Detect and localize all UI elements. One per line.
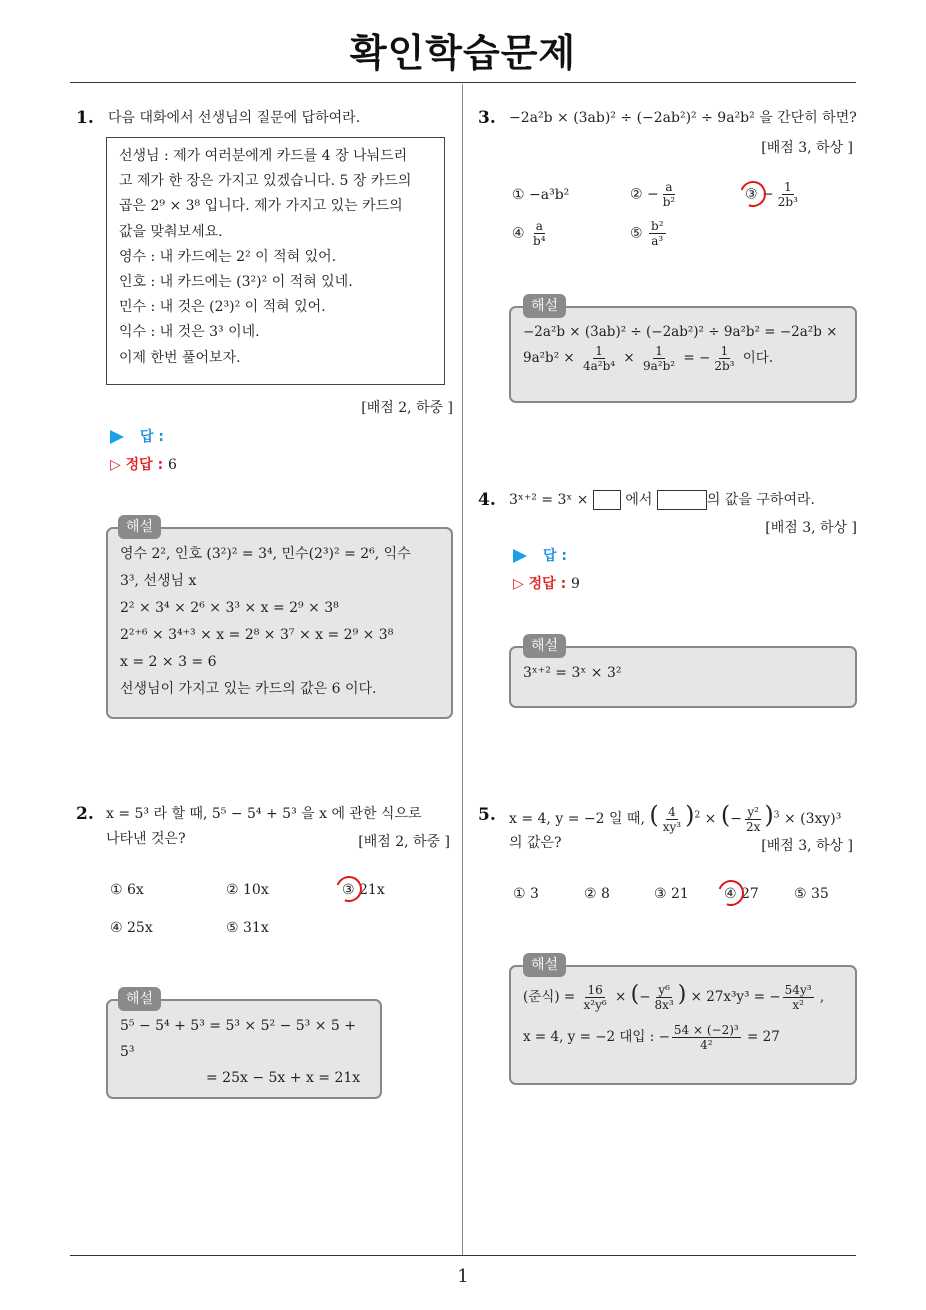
solution-line	[523, 344, 843, 373]
question-4-correct-row	[513, 573, 580, 593]
question-1-meta: [배점 2, 하중 ]	[361, 400, 453, 416]
solution-text: ×	[623, 350, 635, 366]
page-title: 확인학습문제	[349, 31, 577, 75]
solution-text: x = 4, y = −2 대입 : −	[523, 1029, 670, 1045]
solution-fraction	[653, 983, 676, 1012]
option-sign: −	[762, 186, 774, 203]
solution-tag: 해설	[118, 987, 161, 1011]
question-5-solution-box	[509, 965, 857, 1085]
solution-line: 영수 2², 인호 (3²)² = 3⁴, 민수(2³)² = 2⁶, 익수	[120, 546, 411, 562]
fraction-denominator: 4²	[700, 1038, 713, 1052]
fraction-denominator: 2x	[745, 819, 761, 834]
dialog-line: 선생님 : 제가 여러분에게 카드를 4 장 나눠드리	[119, 148, 408, 164]
question-5-text-line2: 의 값은?	[509, 835, 562, 851]
selected-circle-mark	[714, 876, 749, 911]
question-4-meta: [배점 3, 하상 ]	[765, 520, 857, 536]
fraction-numerator: 54y³	[784, 983, 812, 997]
question-3-option-2[interactable]	[630, 180, 679, 209]
fraction-denominator: 4a²b⁴	[583, 359, 616, 373]
paren-close: )	[677, 982, 687, 1007]
play-arrow-icon	[513, 549, 527, 563]
solution-text: ,	[819, 989, 825, 1005]
paren-open: (	[720, 801, 731, 829]
question-fraction	[661, 805, 683, 834]
fraction-numerator: 16	[587, 983, 603, 997]
question-1-text: 다음 대화에서 선생님의 질문에 답하여라.	[108, 110, 361, 126]
fraction-numerator: y⁶	[658, 983, 670, 997]
question-5-text: x = 4, y = −2 일 때, ( $\frac{4}{\text{xy³}}$ )$^2$ × (− $\frac{\text{y²}}{2x}$ )$^3$ × (3xy)³	[509, 801, 842, 834]
answer-blank-box[interactable]	[593, 490, 621, 510]
correct-label: ▷ 정답 :	[110, 457, 164, 473]
header-rule	[70, 82, 856, 83]
correct-value: 9	[571, 576, 580, 592]
solution-line: x = 2 × 3 = 6	[120, 654, 217, 670]
question-2-option-2[interactable]: ② 10x	[226, 882, 269, 898]
fraction-numerator: 4	[668, 804, 676, 819]
fraction-denominator: x²	[792, 998, 804, 1012]
question-4-answer-row[interactable]	[513, 545, 567, 565]
option-mark: ①	[512, 187, 525, 203]
dialog-line: 곱은 2⁹ × 3⁸ 입니다. 제가 가지고 있는 카드의	[119, 198, 403, 215]
fraction-numerator: y²	[747, 804, 759, 819]
selected-circle-mark	[332, 872, 367, 907]
fraction-denominator: 2b³	[777, 195, 798, 209]
option-mark: ⑤	[630, 225, 643, 242]
solution-line: 5⁵ − 5⁴ + 5³ = 5³ × 5² − 5³ × 5 + 5³	[120, 1018, 356, 1060]
dialog-line: 고 제가 한 장은 가지고 있겠습니다. 5 장 카드의	[119, 173, 412, 190]
solution-tag: 해설	[523, 953, 566, 977]
fraction-denominator: xy³	[662, 819, 682, 834]
question-2-meta: [배점 2, 하중 ]	[358, 834, 450, 850]
question-4-number: 4.	[478, 490, 496, 510]
fraction-denominator: 2b³	[714, 359, 735, 373]
column-divider	[462, 84, 463, 1256]
dialog-line: 익수 : 내 것은 3³ 이네.	[119, 324, 260, 341]
solution-fraction	[581, 344, 617, 373]
footer-rule	[70, 1255, 856, 1256]
option-mark: ②	[630, 186, 643, 203]
fraction-numerator: 54 × (−2)³	[673, 1023, 739, 1037]
paren-open: (	[630, 982, 640, 1007]
dialog-line: 값을 맞춰보세요.	[119, 223, 223, 240]
question-2-option-5[interactable]: ⑤ 31x	[226, 920, 269, 936]
question-1-number: 1.	[76, 108, 94, 128]
question-text-part: 의 값을 구하여라.	[706, 492, 815, 508]
solution-tag: 해설	[523, 294, 566, 318]
fraction-denominator: 8x³	[654, 998, 674, 1012]
solution-fraction	[641, 344, 677, 373]
question-3-meta: [배점 3, 하상 ]	[761, 140, 853, 156]
dialog-line: 영수 : 내 카드에는 2² 이 적혀 있어.	[119, 248, 337, 265]
question-2-option-3[interactable]: ③ 21x	[342, 882, 385, 898]
question-3-number: 3.	[478, 108, 496, 128]
fraction-numerator: b²	[651, 219, 664, 233]
solution-line: 2²⁺⁶ × 3⁴⁺³ × x = 2⁸ × 3⁷ × x = 2⁹ × 3⁸	[120, 627, 394, 643]
question-text-part: × (3xy)³	[783, 811, 842, 827]
question-5-meta: [배점 3, 하상 ]	[761, 838, 853, 854]
question-2-text-line2: 나타낸 것은?	[106, 831, 186, 847]
answer-blank-box[interactable]	[657, 490, 707, 510]
option-mark: ④	[512, 225, 525, 242]
solution-fraction	[783, 983, 814, 1012]
question-fraction	[744, 805, 762, 834]
question-text-part: x = 4, y = −2 일 때,	[509, 811, 645, 827]
question-3-option-5[interactable]	[630, 219, 668, 248]
option-fraction	[649, 219, 666, 248]
question-1-correct-row	[110, 454, 177, 474]
option-fraction	[776, 180, 800, 209]
solution-text: = 27	[747, 1029, 780, 1045]
fraction-denominator: 9a²b²	[643, 359, 676, 373]
option-fraction	[531, 219, 548, 248]
fraction-numerator: 1	[655, 344, 663, 358]
fraction-numerator: 1	[720, 344, 729, 358]
question-2-number: 2.	[76, 804, 94, 824]
paren-close: )	[685, 801, 695, 829]
dialog-line: 인호 : 내 카드에는 (3²)² 이 적혀 있네.	[119, 274, 353, 291]
solution-fraction	[582, 983, 609, 1012]
correct-value: 6	[168, 457, 177, 473]
solution-line: −2a²b × (3ab)² ÷ (−2ab²)² ÷ 9a²b² = −2a²b ×	[523, 324, 838, 340]
solution-line	[523, 1017, 843, 1057]
solution-tag: 해설	[118, 515, 161, 539]
solution-tag: 해설	[523, 634, 566, 658]
option-fraction	[661, 180, 678, 209]
solution-line: 2² × 3⁴ × 2⁶ × 3³ × x = 2⁹ × 3⁸	[120, 600, 339, 616]
paren-open: (	[649, 801, 659, 829]
question-5-option-2[interactable]: ② 8	[584, 886, 610, 902]
option-mark: ③	[745, 186, 758, 203]
question-text-part: 3ˣ⁺² = 3ˣ ×	[509, 492, 589, 508]
question-2-solution-box	[106, 999, 382, 1099]
question-3-text: −2a²b × (3ab)² ÷ (−2ab²)² ÷ 9a²b² 을 간단히 하면?	[509, 110, 857, 126]
question-3-solution-box	[509, 306, 857, 403]
question-5-option-5[interactable]: ⑤ 35	[794, 886, 829, 902]
question-2-text-line1: x = 5³ 라 할 때, 5⁵ − 5⁴ + 5³ 을 x 에 관한 식으로	[106, 806, 422, 822]
fraction-denominator: b⁴	[533, 234, 546, 248]
option-sign: −	[647, 186, 659, 203]
solution-text: 이다.	[742, 350, 774, 366]
solution-line: = 25x − 5x + x = 21x	[206, 1070, 361, 1086]
question-5-number: 5.	[478, 805, 496, 825]
question-2-option-4[interactable]: ④ 25x	[110, 920, 153, 936]
fraction-numerator: a	[665, 180, 673, 194]
question-5-option-1[interactable]: ① 3	[513, 886, 539, 902]
fraction-denominator: x²y⁶	[583, 998, 607, 1012]
question-1-dialog-box	[106, 137, 445, 385]
solution-text: = −	[683, 350, 711, 366]
question-1-answer-row[interactable]	[110, 426, 164, 446]
solution-line: 선생님이 가지고 있는 카드의 값은 6 이다.	[120, 681, 377, 697]
question-2-option-1[interactable]: ① 6x	[110, 882, 144, 898]
answer-label: 답 :	[140, 429, 164, 445]
question-5-option-4[interactable]: ④ 27	[724, 886, 759, 902]
answer-label: 답 :	[543, 548, 567, 564]
page-number: 1	[457, 1266, 469, 1287]
question-5-option-3[interactable]: ③ 21	[654, 886, 689, 902]
fraction-numerator: 1	[595, 344, 603, 358]
fraction-denominator: b²	[662, 195, 676, 209]
fraction-numerator: a	[535, 219, 543, 233]
question-1-solution-box	[106, 527, 453, 719]
question-3-option-1[interactable]	[512, 187, 569, 203]
solution-text: 9a²b² ×	[523, 350, 575, 366]
solution-line: 3³, 선생님 x	[120, 573, 197, 589]
play-arrow-icon	[110, 430, 124, 444]
dialog-line: 이제 한번 풀어보자.	[119, 349, 241, 366]
fraction-denominator: a³	[651, 234, 664, 248]
correct-label: ▷ 정답 :	[513, 576, 567, 592]
paren-close: )	[764, 801, 774, 829]
solution-line: 3ˣ⁺² = 3ˣ × 3²	[523, 665, 622, 681]
question-text-part: 에서	[625, 492, 653, 508]
dialog-line: 민수 : 내 것은 (2³)² 이 적혀 있어.	[119, 299, 326, 316]
fraction-numerator: 1	[784, 180, 792, 194]
option-expr: −a³b²	[529, 187, 570, 203]
solution-line: (준식) = $\frac{16}{\text{x²y⁶}}$ × (− $\frac{\text{y⁶}}{\text{8x³}}$ ) × 27x³y³ = − $\frac{\text{54y³}}{\text{x²}}$ ,	[523, 982, 825, 1012]
solution-fraction	[672, 1023, 741, 1052]
solution-fraction	[712, 344, 736, 373]
solution-text: (준식) =	[523, 989, 576, 1005]
solution-text: × 27x³y³ = −	[690, 989, 781, 1005]
question-3-option-4[interactable]	[512, 219, 550, 248]
question-4-text	[509, 487, 815, 513]
